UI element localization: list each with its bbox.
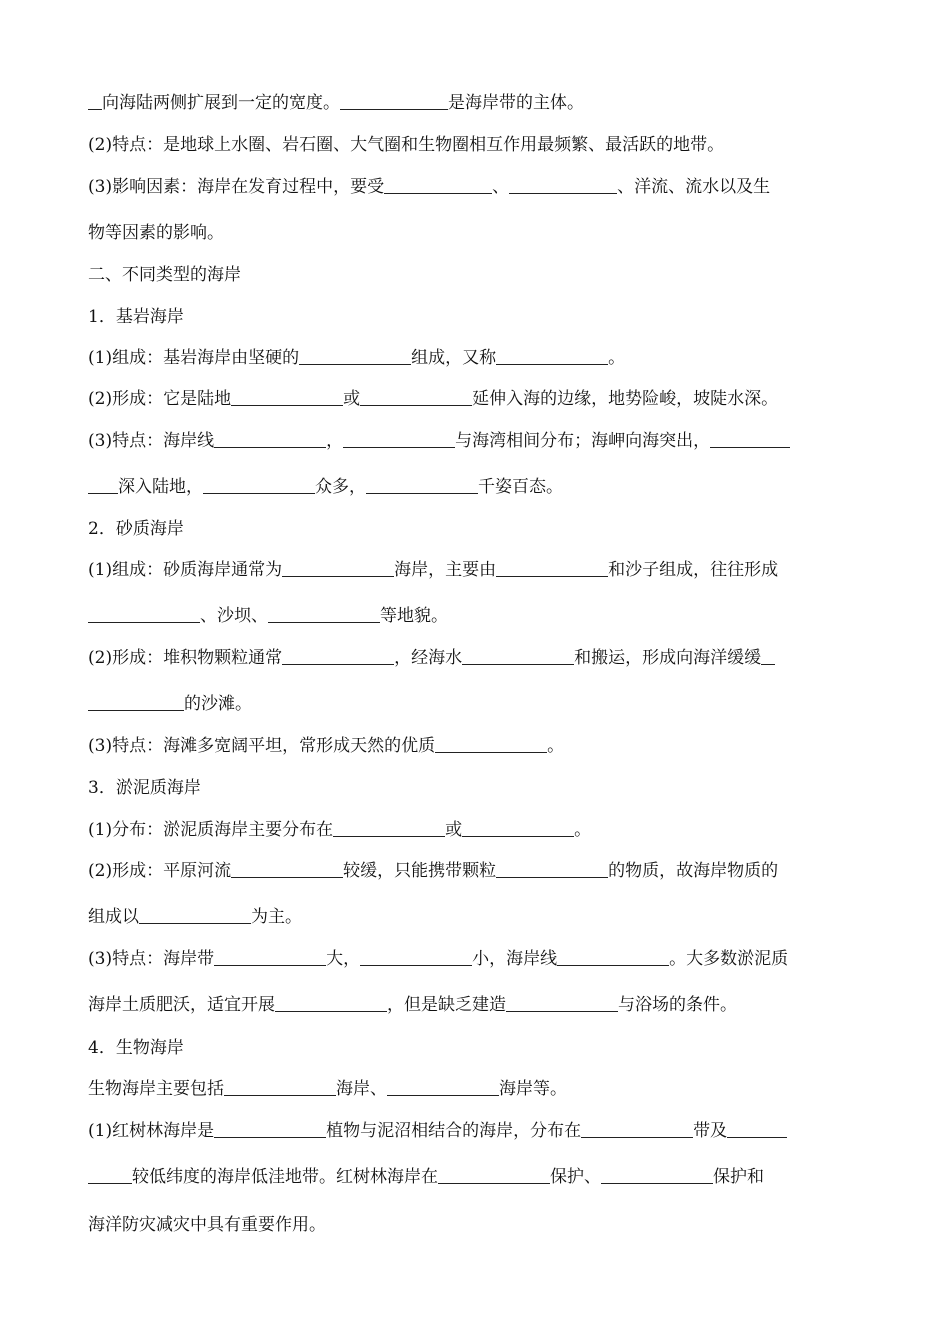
subsection-heading: 4．生物海岸 xyxy=(88,1038,184,1058)
blank[interactable] xyxy=(496,347,608,365)
blank[interactable] xyxy=(496,860,608,878)
section-heading: 二、不同类型的海岸 xyxy=(88,265,241,285)
subsection-heading: 3．淤泥质海岸 xyxy=(88,778,201,798)
text-line: 向海陆两侧扩展到一定的宽度。 是海岸带的主体。 xyxy=(88,88,584,113)
blank[interactable] xyxy=(462,647,574,665)
text-line: 深入陆地， 众多， 千姿百态。 xyxy=(88,472,563,497)
text-line: (2)形成：平原河流 较缓，只能携带颗粒 的物质，故海岸物质的 xyxy=(88,861,779,881)
blank[interactable] xyxy=(268,605,380,623)
text-line: 较低纬度的海岸低洼地带。红树林海岸在 保护、 保护和 xyxy=(88,1162,764,1187)
blank[interactable] xyxy=(88,1166,132,1184)
blank[interactable] xyxy=(139,906,251,924)
text-line: (2)特点：是地球上水圈、岩石圈、大气圈和生物圈相互作用最频繁、最活跃的地带。 xyxy=(88,135,725,155)
blank[interactable] xyxy=(581,1120,693,1138)
text-line: 生物海岸主要包括 海岸、 海岸等。 xyxy=(88,1079,567,1099)
blank[interactable] xyxy=(727,1120,787,1138)
blank[interactable] xyxy=(88,693,184,711)
blank[interactable] xyxy=(88,92,102,110)
blank[interactable] xyxy=(496,559,608,577)
blank[interactable] xyxy=(360,388,472,406)
blank[interactable] xyxy=(360,948,472,966)
blank[interactable] xyxy=(435,735,547,753)
blank[interactable] xyxy=(88,605,200,623)
blank[interactable] xyxy=(231,860,343,878)
blank[interactable] xyxy=(710,430,790,448)
blank[interactable] xyxy=(299,347,411,365)
text-line: (1)组成：砂质海岸通常为 海岸，主要由 和沙子组成，往往形成 xyxy=(88,560,779,580)
blank[interactable] xyxy=(343,430,455,448)
blank[interactable] xyxy=(438,1166,550,1184)
blank[interactable] xyxy=(506,994,618,1012)
text-line: (1)红树林海岸是 植物与泥沼相结合的海岸，分布在 带及 xyxy=(88,1116,787,1141)
subsection-heading: 1．基岩海岸 xyxy=(88,307,184,327)
text-line: (3)特点：海岸带 大， 小，海岸线 。大多数淤泥质 xyxy=(88,949,789,969)
text-line: 组成以 为主。 xyxy=(88,907,302,927)
text-line: 物等因素的影响。 xyxy=(88,223,224,243)
text-line: (3)特点：海滩多宽阔平坦，常形成天然的优质 。 xyxy=(88,736,565,756)
blank[interactable] xyxy=(282,559,394,577)
text-line: (3)影响因素：海岸在发育过程中，要受 、 、洋流、流水以及生 xyxy=(88,177,771,197)
text-line: (3)特点：海岸线 ， 与海湾相间分布；海岬向海突出， xyxy=(88,426,790,451)
blank[interactable] xyxy=(557,948,669,966)
blank[interactable] xyxy=(214,430,326,448)
blank[interactable] xyxy=(384,176,492,194)
blank[interactable] xyxy=(340,92,448,110)
blank[interactable] xyxy=(88,476,118,494)
blank[interactable] xyxy=(275,994,387,1012)
text-line: 海岸土质肥沃，适宜开展 ，但是缺乏建造 与浴场的条件。 xyxy=(88,995,737,1015)
blank[interactable] xyxy=(231,388,343,406)
blank[interactable] xyxy=(761,647,775,665)
blank[interactable] xyxy=(214,948,326,966)
text-line: (1)组成：基岩海岸由坚硬的 组成，又称 。 xyxy=(88,348,626,368)
text-line: (2)形成：它是陆地 或 延伸入海的边缘，地势险峻，坡陡水深。 xyxy=(88,389,779,409)
text-line: 的沙滩。 xyxy=(88,689,252,714)
blank[interactable] xyxy=(366,476,478,494)
blank[interactable] xyxy=(203,476,315,494)
blank[interactable] xyxy=(282,647,394,665)
blank[interactable] xyxy=(387,1078,499,1096)
text-line: (1)分布：淤泥质海岸主要分布在 或 。 xyxy=(88,820,592,840)
subsection-heading: 2．砂质海岸 xyxy=(88,519,184,539)
blank[interactable] xyxy=(509,176,617,194)
text-line: 海洋防灾减灾中具有重要作用。 xyxy=(88,1215,326,1235)
text-line: 、沙坝、 等地貌。 xyxy=(88,601,448,626)
blank[interactable] xyxy=(462,819,574,837)
blank[interactable] xyxy=(214,1120,326,1138)
blank[interactable] xyxy=(333,819,445,837)
text-line: (2)形成：堆积物颗粒通常 ，经海水 和搬运，形成向海洋缓缓 xyxy=(88,643,775,668)
blank[interactable] xyxy=(224,1078,336,1096)
blank[interactable] xyxy=(601,1166,713,1184)
